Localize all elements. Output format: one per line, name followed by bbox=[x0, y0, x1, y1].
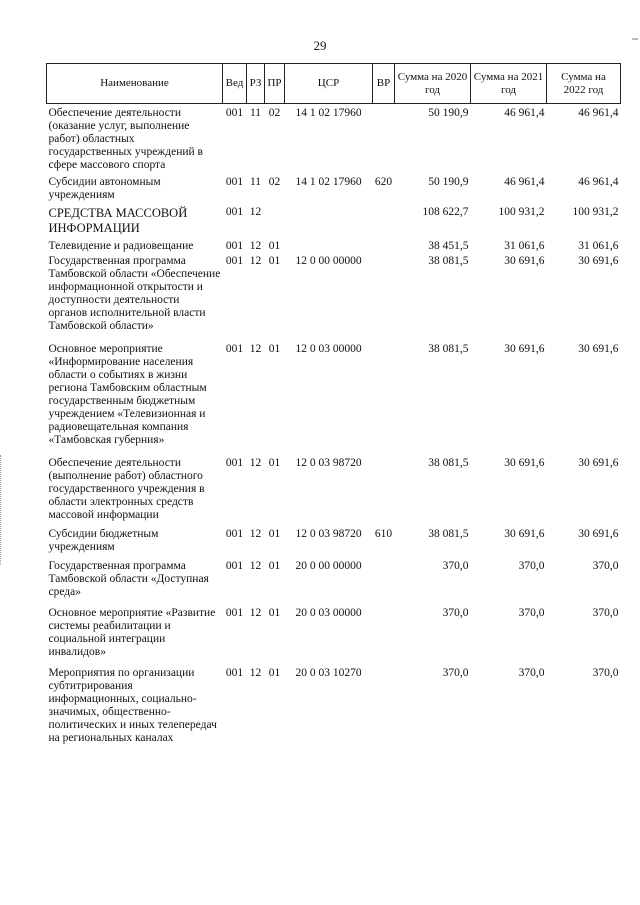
table-row bbox=[47, 202, 621, 236]
row-csr bbox=[285, 202, 373, 236]
row-vr: 610 bbox=[374, 528, 393, 540]
table-row bbox=[47, 172, 621, 202]
table-row bbox=[47, 599, 621, 659]
table-row bbox=[47, 447, 621, 522]
row-name: Мероприятия по организации субтитрирования информационных, социально-значимых, общественно-политических и иных телепередач на региональных каналах bbox=[48, 667, 217, 744]
row-vr bbox=[373, 236, 395, 253]
row-vr bbox=[373, 447, 395, 522]
row-pr bbox=[265, 202, 285, 236]
row-rz: 12 bbox=[249, 343, 262, 355]
row-csr: 14 1 02 17960 bbox=[295, 107, 362, 119]
header-pr: ПР bbox=[265, 64, 285, 104]
row-sum-2022: 30 691,6 bbox=[578, 343, 619, 355]
row-vr bbox=[373, 253, 395, 333]
row-vr bbox=[373, 104, 395, 173]
row-rz: 12 bbox=[249, 255, 262, 267]
row-sum-2020: 38 081,5 bbox=[428, 255, 469, 267]
table-row bbox=[47, 554, 621, 599]
scan-artifact bbox=[632, 38, 638, 40]
row-pr: 01 bbox=[268, 607, 281, 619]
row-rz: 12 bbox=[249, 206, 262, 218]
row-name: Обеспечение деятельности (выполнение работ) областного государственного учреждения в области электронных средств массовой информации bbox=[48, 457, 205, 521]
row-csr: 12 0 03 98720 bbox=[295, 528, 362, 540]
row-ved: 001 bbox=[225, 607, 244, 619]
table-row bbox=[47, 522, 621, 554]
row-ved: 001 bbox=[225, 240, 244, 252]
row-rz: 12 bbox=[249, 607, 262, 619]
row-sum-2021: 370,0 bbox=[518, 607, 545, 619]
table-row bbox=[47, 236, 621, 253]
row-rz: 12 bbox=[249, 457, 262, 469]
row-sum-2020: 38 081,5 bbox=[428, 528, 469, 540]
row-vr bbox=[373, 599, 395, 659]
budget-table bbox=[46, 63, 621, 745]
row-name: Основное мероприятие «Развитие системы реабилитации и социальной интеграции инвалидов» bbox=[48, 607, 216, 658]
row-ved: 001 bbox=[225, 107, 244, 119]
row-ved: 001 bbox=[225, 343, 244, 355]
row-sum-2021: 30 691,6 bbox=[504, 255, 545, 267]
row-vr bbox=[373, 554, 395, 599]
row-sum-2022: 100 931,2 bbox=[572, 206, 619, 218]
row-name: СРЕДСТВА МАССОВОЙ ИНФОРМАЦИИ bbox=[48, 206, 188, 235]
row-name: Государственная программа Тамбовской области «Обеспечение информационной открытости и доступности деятельности органов исполнительной власти Тамбовской области» bbox=[48, 255, 221, 332]
header-rz: РЗ bbox=[247, 64, 265, 104]
row-csr: 12 0 00 00000 bbox=[295, 255, 362, 267]
table-body bbox=[47, 104, 621, 746]
row-sum-2022: 370,0 bbox=[592, 667, 619, 679]
row-sum-2021: 100 931,2 bbox=[498, 206, 545, 218]
row-sum-2020: 370,0 bbox=[442, 667, 469, 679]
row-vr: 620 bbox=[374, 176, 393, 188]
row-pr: 01 bbox=[268, 255, 281, 267]
row-rz: 12 bbox=[249, 667, 262, 679]
row-pr: 01 bbox=[268, 457, 281, 469]
row-pr: 01 bbox=[268, 667, 281, 679]
row-sum-2022: 46 961,4 bbox=[578, 176, 619, 188]
row-vr bbox=[373, 333, 395, 447]
table-row bbox=[47, 253, 621, 333]
table-header bbox=[47, 64, 621, 104]
header-name: Наименование bbox=[47, 64, 223, 104]
row-name: Государственная программа Тамбовской области «Доступная среда» bbox=[48, 560, 209, 598]
row-pr: 01 bbox=[268, 240, 281, 252]
row-ved: 001 bbox=[225, 457, 244, 469]
row-rz: 12 bbox=[249, 240, 262, 252]
row-rz: 11 bbox=[249, 107, 262, 119]
row-ved: 001 bbox=[225, 560, 244, 572]
page-number: 29 bbox=[313, 38, 327, 53]
row-pr: 01 bbox=[268, 528, 281, 540]
row-rz: 12 bbox=[249, 560, 262, 572]
header-sum-2020: Сумма на 2020 год bbox=[395, 64, 471, 104]
row-csr: 20 0 00 00000 bbox=[295, 560, 362, 572]
row-name: Обеспечение деятельности (оказание услуг, выполнение работ) областных государственных учреждений в сфере массового спорта bbox=[48, 107, 203, 171]
header-ved: Вед bbox=[223, 64, 247, 104]
row-ved: 001 bbox=[225, 255, 244, 267]
row-sum-2022: 30 691,6 bbox=[578, 457, 619, 469]
row-ved: 001 bbox=[225, 528, 244, 540]
row-sum-2020: 38 081,5 bbox=[428, 457, 469, 469]
row-sum-2020: 50 190,9 bbox=[428, 107, 469, 119]
row-csr: 12 0 03 00000 bbox=[295, 343, 362, 355]
row-pr: 02 bbox=[268, 176, 281, 188]
row-vr bbox=[373, 659, 395, 745]
row-sum-2022: 30 691,6 bbox=[578, 255, 619, 267]
row-sum-2021: 370,0 bbox=[518, 667, 545, 679]
row-rz: 11 bbox=[249, 176, 262, 188]
row-sum-2020: 50 190,9 bbox=[428, 176, 469, 188]
row-sum-2021: 46 961,4 bbox=[504, 176, 545, 188]
table-row bbox=[47, 659, 621, 745]
row-ved: 001 bbox=[225, 176, 244, 188]
row-csr bbox=[285, 236, 373, 253]
row-name: Субсидии бюджетным учреждениям bbox=[48, 528, 159, 553]
row-sum-2022: 31 061,6 bbox=[578, 240, 619, 252]
table-row bbox=[47, 104, 621, 173]
row-sum-2022: 30 691,6 bbox=[578, 528, 619, 540]
row-sum-2022: 370,0 bbox=[592, 607, 619, 619]
row-sum-2021: 30 691,6 bbox=[504, 528, 545, 540]
row-sum-2021: 31 061,6 bbox=[504, 240, 545, 252]
row-csr: 20 0 03 10270 bbox=[295, 667, 362, 679]
row-rz: 12 bbox=[249, 528, 262, 540]
row-csr: 20 0 03 00000 bbox=[295, 607, 362, 619]
row-sum-2020: 370,0 bbox=[442, 560, 469, 572]
row-csr: 14 1 02 17960 bbox=[295, 176, 362, 188]
row-sum-2020: 38 081,5 bbox=[428, 343, 469, 355]
row-sum-2021: 46 961,4 bbox=[504, 107, 545, 119]
budget-table-container bbox=[46, 63, 620, 745]
row-name: Субсидии автономным учреждениям bbox=[48, 176, 161, 201]
row-name: Основное мероприятие «Информирование населения области о событиях в жизни региона Тамбовским областным государственным бюджетным учреждением «Телевизионная и радиовещательная компания «Тамбовская губерния» bbox=[48, 343, 207, 446]
row-sum-2020: 370,0 bbox=[442, 607, 469, 619]
header-vr: ВР bbox=[373, 64, 395, 104]
row-sum-2022: 46 961,4 bbox=[578, 107, 619, 119]
row-ved: 001 bbox=[225, 667, 244, 679]
row-sum-2021: 30 691,6 bbox=[504, 343, 545, 355]
row-sum-2022: 370,0 bbox=[592, 560, 619, 572]
row-pr: 02 bbox=[268, 107, 281, 119]
row-csr: 12 0 03 98720 bbox=[295, 457, 362, 469]
row-sum-2020: 38 451,5 bbox=[428, 240, 469, 252]
row-sum-2021: 30 691,6 bbox=[504, 457, 545, 469]
scan-artifact-left bbox=[0, 455, 4, 565]
header-sum-2022: Сумма на 2022 год bbox=[547, 64, 621, 104]
row-vr bbox=[373, 202, 395, 236]
row-name: Телевидение и радиовещание bbox=[48, 240, 194, 252]
row-sum-2021: 370,0 bbox=[518, 560, 545, 572]
header-csr: ЦСР bbox=[285, 64, 373, 104]
row-pr: 01 bbox=[268, 343, 281, 355]
row-pr: 01 bbox=[268, 560, 281, 572]
row-sum-2020: 108 622,7 bbox=[422, 206, 469, 218]
table-row bbox=[47, 333, 621, 447]
row-ved: 001 bbox=[225, 206, 244, 218]
header-sum-2021: Сумма на 2021 год bbox=[471, 64, 547, 104]
